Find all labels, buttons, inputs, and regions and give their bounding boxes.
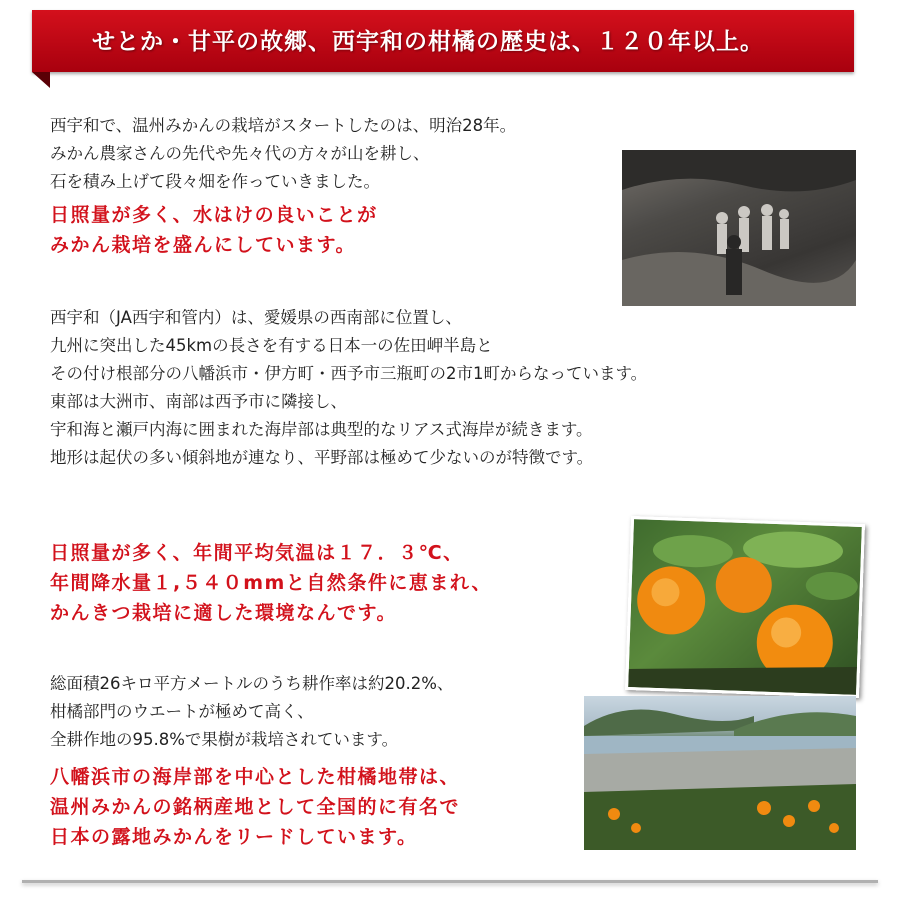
highlight-line: 年間降水量１,５４０mmと自然条件に恵まれ、 [50,572,492,594]
footer-divider [22,880,878,883]
text-line: 地形は起伏の多い傾斜地が連なり、平野部は極めて少ないのが特徴です。 [50,448,594,467]
text-line: 東部は大洲市、南部は西予市に隣接し、 [50,392,347,411]
text-line: その付け根部分の八幡浜市・伊方町・西予市三瓶町の2市1町からなっています。 [50,364,648,383]
text-line: みかん農家さんの先代や先々代の方々が山を耕し、 [50,144,430,163]
region-highlight [50,762,460,852]
highlight-line: 日照量が多く、水はけの良いことが [50,204,378,226]
highlight-line: かんきつ栽培に適した環境なんです。 [50,602,397,624]
geography-paragraph [50,304,647,472]
highlight-line: 八幡浜市の海岸部を中心とした柑橘地帯は、 [50,766,461,788]
text-line: 宇和海と瀬戸内海に囲まれた海岸部は典型的なリアス式海岸が続きます。 [50,420,593,439]
text-line: 西宇和（JA西宇和管内）は、愛媛県の西南部に位置し、 [50,308,462,327]
text-line: 全耕作地の95.8%で果樹が栽培されています。 [50,730,399,749]
title-banner [32,10,854,72]
text-line: 石を積み上げて段々畑を作っていきました。 [50,172,380,191]
text-line: 九州に突出した45kmの長さを有する日本一の佐田岬半島と [50,336,493,355]
citrus-fruit-illustration [628,519,862,695]
history-highlight [50,200,378,260]
page-title: せとか・甘平の故郷、西宇和の柑橘の歴史は、１２０年以上。 [92,29,764,55]
climate-highlight [50,538,492,628]
text-line: 柑橘部門のウエートが極めて高く、 [50,702,314,721]
text-line: 西宇和で、温州みかんの栽培がスタートしたのは、明治28年。 [50,116,517,135]
highlight-line: 日本の露地みかんをリードしています。 [50,826,418,848]
highlight-line: みかん栽培を盛んにしています。 [50,234,356,256]
history-paragraph [50,112,516,196]
text-line: 総面積26キロ平方メートルのうち耕作率は約20.2%、 [50,674,454,693]
agriculture-paragraph [50,670,453,754]
historical-farmers-illustration [622,150,856,306]
landscape-illustration [584,696,856,850]
banner-fold [32,72,50,88]
highlight-line: 温州みかんの銘柄産地として全国的に有名で [50,796,461,818]
historical-farmers-photo [622,150,856,306]
yawatahama-landscape-photo [584,696,856,850]
highlight-line: 日照量が多く、年間平均気温は１７．３℃、 [50,542,464,564]
citrus-fruit-photo [625,516,865,698]
